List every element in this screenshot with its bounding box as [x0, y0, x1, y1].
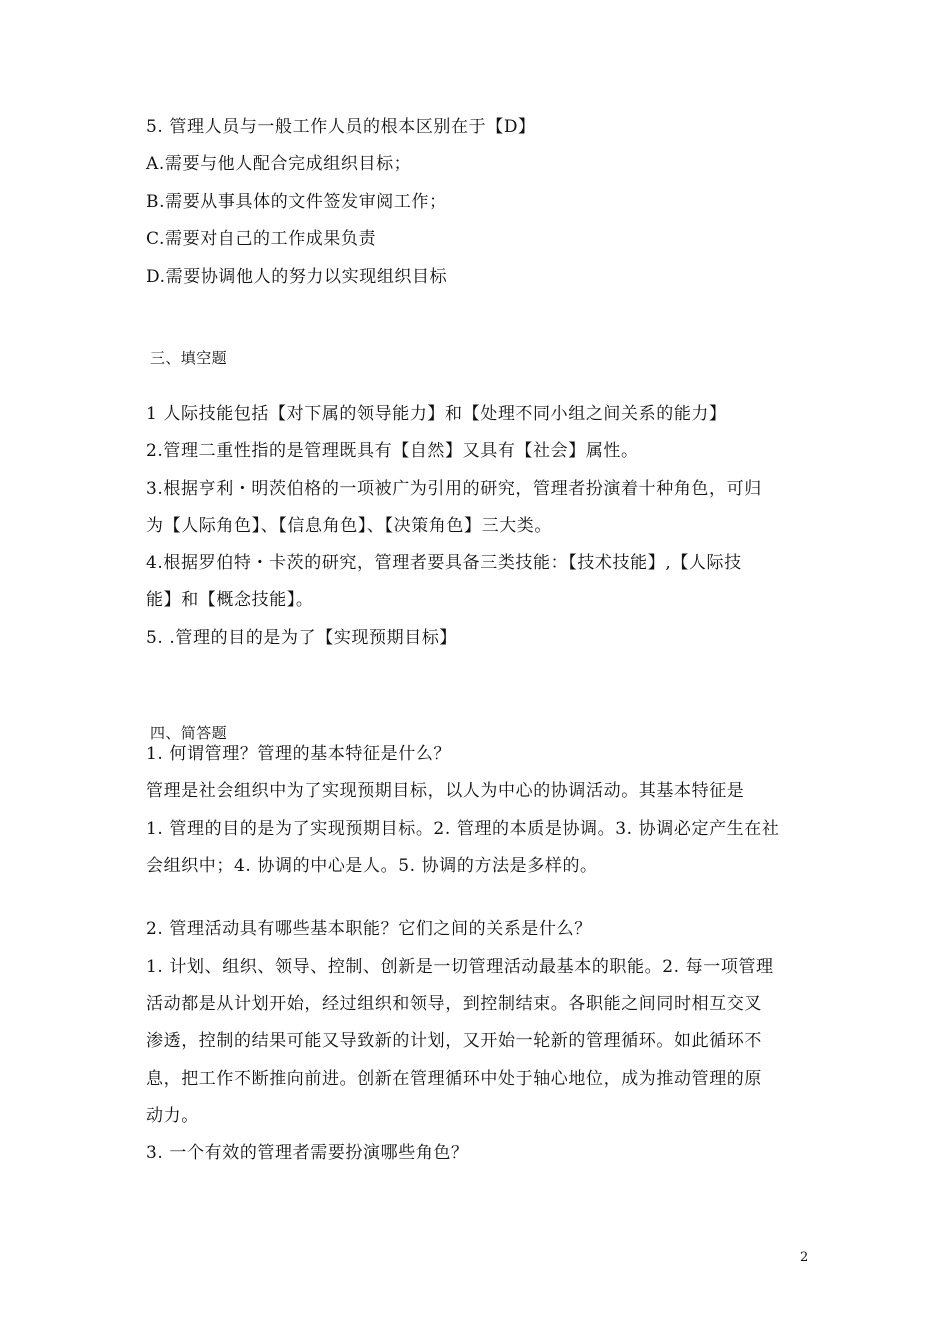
short-answer-a2-line3: 渗透，控制的结果可能又导致新的计划，又开始一轮新的管理循环。如此循环不 [146, 1031, 762, 1051]
fill-in-1: 1 人际技能包括【对下属的领导能力】和【处理不同小组之间关系的能力】 [146, 404, 727, 424]
fill-in-2: 2.管理二重性指的是管理既具有【自然】又具有【社会】属性。 [146, 441, 639, 461]
option-b: B.需要从事具体的文件签发审阅工作； [146, 192, 447, 212]
section-heading-short-answer: 四、简答题 [150, 724, 228, 742]
fill-in-4-cont: 能】和【概念技能】。 [146, 590, 314, 610]
option-a: A.需要与他人配合完成组织目标； [146, 154, 412, 174]
section-heading-fill-in: 三、填空题 [150, 349, 228, 367]
page-number: 2 [800, 1250, 809, 1265]
fill-in-4: 4.根据罗伯特・卡茨的研究，管理者要具备三类技能：【技术技能】,【人际技 [146, 553, 742, 573]
option-d: D.需要协调他人的努力以实现组织目标 [146, 267, 448, 287]
question-5: 5. 管理人员与一般工作人员的根本区别在于【D】 [146, 117, 536, 137]
short-answer-a1-line1: 管理是社会组织中为了实现预期目标，以人为中心的协调活动。其基本特征是 [146, 781, 745, 801]
short-answer-a2-line4: 息，把工作不断推向前进。创新在管理循环中处于轴心地位，成为推动管理的原 [146, 1069, 762, 1089]
short-answer-a2-line5: 动力。 [146, 1106, 199, 1126]
option-c: C.需要对自己的工作成果负责 [146, 229, 377, 249]
fill-in-3-cont: 为【人际角色】、【信息角色】、【决策角色】三大类。 [146, 516, 552, 536]
short-answer-q3: 3. 一个有效的管理者需要扮演哪些角色？ [146, 1143, 469, 1163]
fill-in-5: 5. .管理的目的是为了【实现预期目标】 [146, 628, 458, 648]
short-answer-a2-line2: 活动都是从计划开始，经过组织和领导，到控制结束。各职能之间同时相互交叉 [146, 994, 762, 1014]
short-answer-a1-line3: 会组织中；4. 协调的中心是人。5. 协调的方法是多样的。 [146, 856, 598, 876]
fill-in-3: 3.根据亨利・明茨伯格的一项被广为引用的研究，管理者扮演着十种角色，可归 [146, 479, 762, 499]
short-answer-a2-line1: 1. 计划、组织、领导、控制、创新是一切管理活动最基本的职能。2. 每一项管理 [146, 957, 774, 977]
short-answer-q1: 1. 何谓管理？管理的基本特征是什么？ [146, 744, 452, 764]
short-answer-a1-line2: 1. 管理的目的是为了实现预期目标。2. 管理的本质是协调。3. 协调必定产生在社 [146, 819, 780, 839]
short-answer-q2: 2. 管理活动具有哪些基本职能？它们之间的关系是什么？ [146, 919, 592, 939]
